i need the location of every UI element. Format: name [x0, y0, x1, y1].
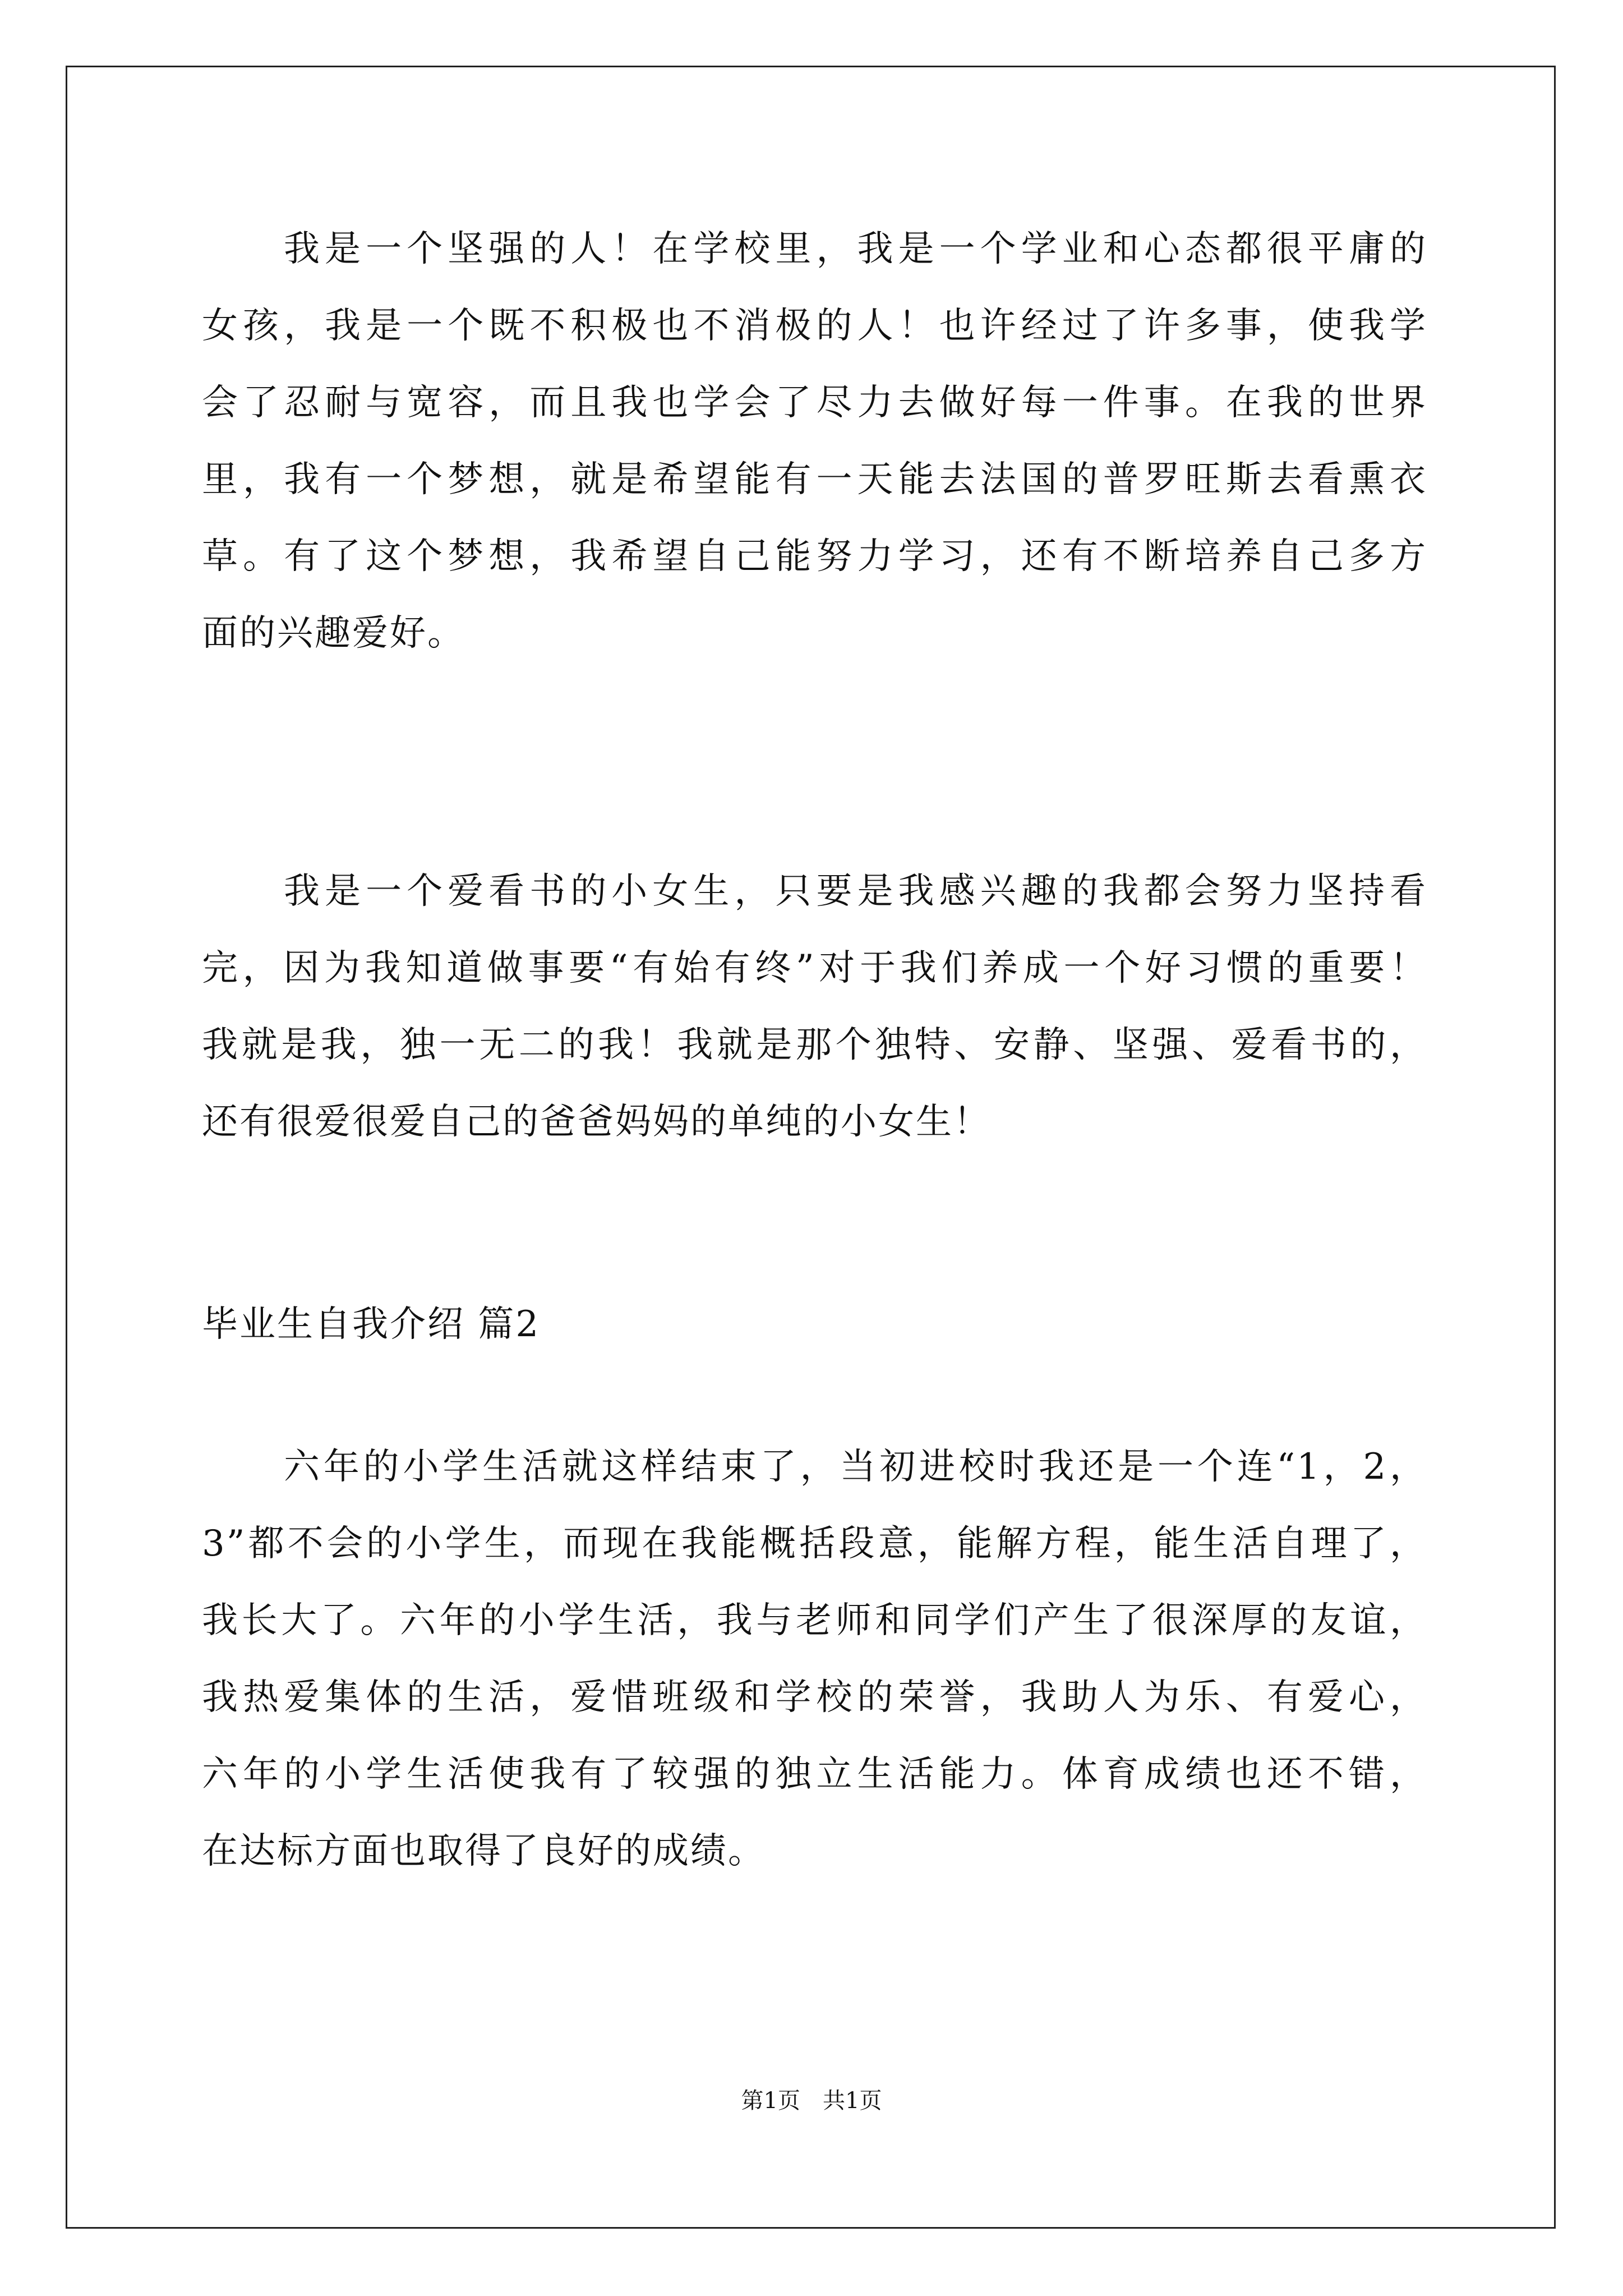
- paragraph-line: 我就是我，独一无二的我！我就是那个独特、安静、坚强、爱看书的，: [202, 1024, 1427, 1066]
- paragraph-line: 我是一个坚强的人！在学校里，我是一个学业和心态都很平庸的: [284, 228, 1427, 270]
- paragraph-line: 六年的小学生活使我有了较强的独立生活能力。体育成绩也还不错，: [202, 1754, 1427, 1795]
- section-heading: 毕业生自我介绍 篇2: [202, 1304, 541, 1345]
- page-footer: 第1页 共1页: [741, 2088, 882, 2114]
- paragraph-line: 在达标方面也取得了良好的成绩。: [202, 1830, 766, 1872]
- paragraph-line: 还有很爱很爱自己的爸爸妈妈的单纯的小女生！: [202, 1101, 991, 1143]
- paragraph-line: 里，我有一个梦想，就是希望能有一天能去法国的普罗旺斯去看熏衣: [202, 459, 1427, 500]
- paragraph-line: 我长大了。六年的小学生活，我与老师和同学们产生了很深厚的友谊，: [202, 1600, 1427, 1641]
- paragraph-1: [202, 211, 1427, 672]
- paragraph-line: 我热爱集体的生活，爱惜班级和学校的荣誉，我助人为乐、有爱心，: [202, 1677, 1427, 1718]
- paragraph-line: 我是一个爱看书的小女生，只要是我感兴趣的我都会努力坚持看: [284, 871, 1427, 912]
- paragraph-line: 完，因为我知道做事要“有始有终”对于我们养成一个好习惯的重要！: [202, 947, 1427, 989]
- paragraph-line: 面的兴趣爱好。: [202, 613, 465, 654]
- paragraph-line: 3”都不会的小学生，而现在我能概括段意，能解方程，能生活自理了，: [202, 1523, 1427, 1565]
- paragraph-line: 草。有了这个梦想，我希望自己能努力学习，还有不断培养自己多方: [202, 536, 1427, 577]
- paragraph-2: [202, 853, 1427, 1161]
- paragraph-line: 女孩，我是一个既不积极也不消极的人！也许经过了许多事，使我学: [202, 305, 1427, 347]
- paragraph-line: 六年的小学生活就这样结束了，当初进校时我还是一个连“1，2，: [284, 1446, 1427, 1488]
- paragraph-3: [202, 1429, 1427, 1890]
- paragraph-line: 会了忍耐与宽容，而且我也学会了尽力去做好每一件事。在我的世界: [202, 382, 1427, 424]
